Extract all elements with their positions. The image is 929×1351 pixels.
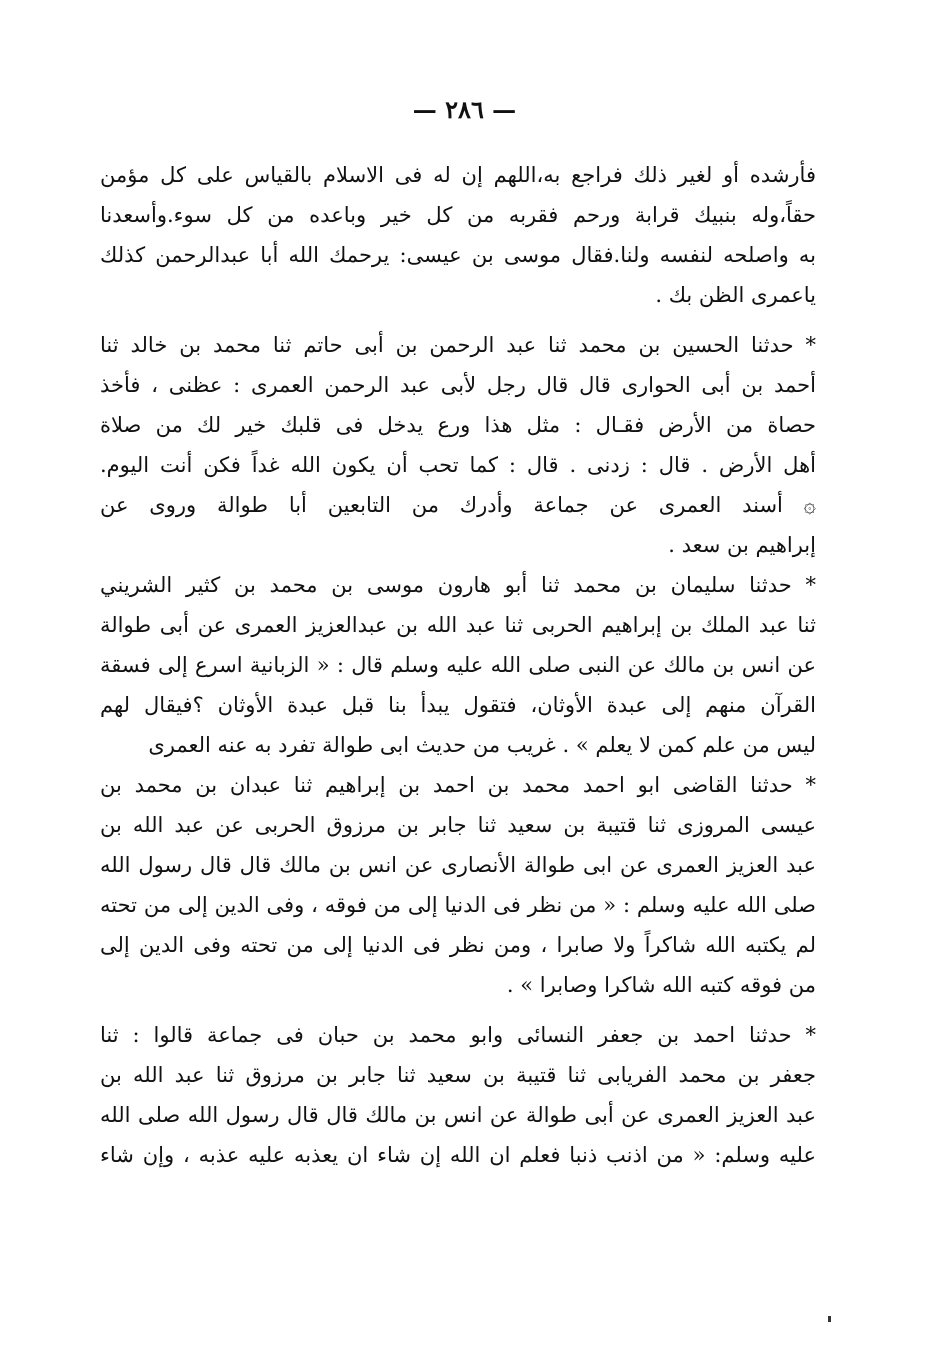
text-line: حصاة من الأرض فقـال : مثل هذا ورع يدخل فى قلبك خير لك من صلاة [100, 413, 816, 437]
paragraph-3 [100, 565, 816, 765]
text-line: جعفر بن محمد الفريابى ثنا قتيبة بن سعيد ثنا جابر بن مرزوق ثنا عبد الله بن [100, 1063, 816, 1087]
text-line: عن انس بن مالك عن النبى صلى الله عليه وسلم قال : « الزبانية اسرع إلى فسقة [100, 653, 816, 677]
text-line: إبراهيم بن سعد . [668, 533, 816, 557]
text-line: عبد العزيز العمرى عن ابى طوالة الأنصارى عن انس بن مالك قال قال رسول الله [100, 853, 816, 877]
text-line: أحمد بن أبى الحوارى قال قال رجل لأبى عبد الرحمن العمرى : عظنى ، فأخذ [100, 373, 816, 397]
text-line: من فوقه كتبه الله شاكرا وصابرا » . [506, 973, 816, 997]
text-line: عليه وسلم: « من اذنب ذنبا فعلم ان الله إن شاء ان يعذبه عليه عذبه ، وإن شاء [100, 1143, 816, 1167]
text-line: عبد العزيز العمرى عن أبى طوالة عن انس بن مالك قال قال رسول الله صلى الله [100, 1103, 816, 1127]
paragraph-gap [100, 1005, 816, 1015]
paragraph-gap [100, 315, 816, 325]
text-line: لم يكتبه الله شاكراً ولا صابرا ، ومن نظر فى الدنيا إلى من تحته وفى الدين إلى [100, 933, 816, 957]
text-line: القرآن منهم إلى عبدة الأوثان، فتقول يبدأ بنا قبل عبدة الأوثان ؟فيقال لهم [100, 693, 816, 717]
text-line: * حدثنا سليمان بن محمد ثنا أبو هارون موسى بن محمد بن كثير الشريني [100, 573, 816, 597]
paragraph-1 [100, 155, 816, 315]
text-line: أهل الأرض . قال : زدنى . قال : كما تحب أن يكون الله غداً فكن أنت اليوم. [100, 453, 816, 477]
text-line: صلى الله عليه وسلم : « من نظر فى الدنيا إلى من فوقه ، وفى الدين إلى من تحته [100, 893, 816, 917]
text-line: ياعمرى الظن بك . [655, 283, 816, 307]
text-line: * حدثنا احمد بن جعفر النسائى وابو محمد بن حبان فى جماعة قالوا : ثنا [100, 1023, 816, 1047]
text-line: ثنا عبد الملك بن إبراهيم الحربى ثنا عبد الله بن عبدالعزيز العمرى عن أبى طوالة [100, 613, 816, 637]
page-body [100, 155, 816, 1175]
text-line: به واصلحه لنفسه ولنا.فقال موسى بن عيسى: يرحمك الله أبا عبدالرحمن كذلك [100, 243, 816, 267]
scan-speck [828, 1316, 831, 1322]
text-line: ۞ أسند العمرى عن جماعة وأدرك من التابعين أبا طوالة وروى عن [100, 493, 816, 517]
text-line: ليس من علم كمن لا يعلم » . غريب من حديث ابى طوالة تفرد به عنه العمرى [148, 733, 816, 757]
paragraph-4 [100, 765, 816, 1005]
page-number: — ٢٨٦ — [412, 95, 517, 124]
text-line: عيسى المروزى ثنا قتيبة بن سعيد ثنا جابر بن مرزوق الحربى عن عبد الله بن [100, 813, 816, 837]
text-line: * حدثنا الحسين بن محمد ثنا عبد الرحمن بن أبى حاتم ثنا محمد بن خالد ثنا [100, 333, 816, 357]
paragraph-2 [100, 325, 816, 565]
text-line: فأرشده أو لغير ذلك فراجع به،اللهم إن له فى الاسلام بالقياس على كل مؤمن [100, 163, 816, 187]
text-line: حقاً،وله بنبيك قرابة ورحم فقربه من كل خير وباعده من كل سوء.وأسعدنا [100, 203, 816, 227]
paragraph-5 [100, 1015, 816, 1175]
text-line: * حدثنا القاضى ابو احمد محمد بن احمد بن إبراهيم ثنا عبدان بن محمد بن [100, 773, 816, 797]
